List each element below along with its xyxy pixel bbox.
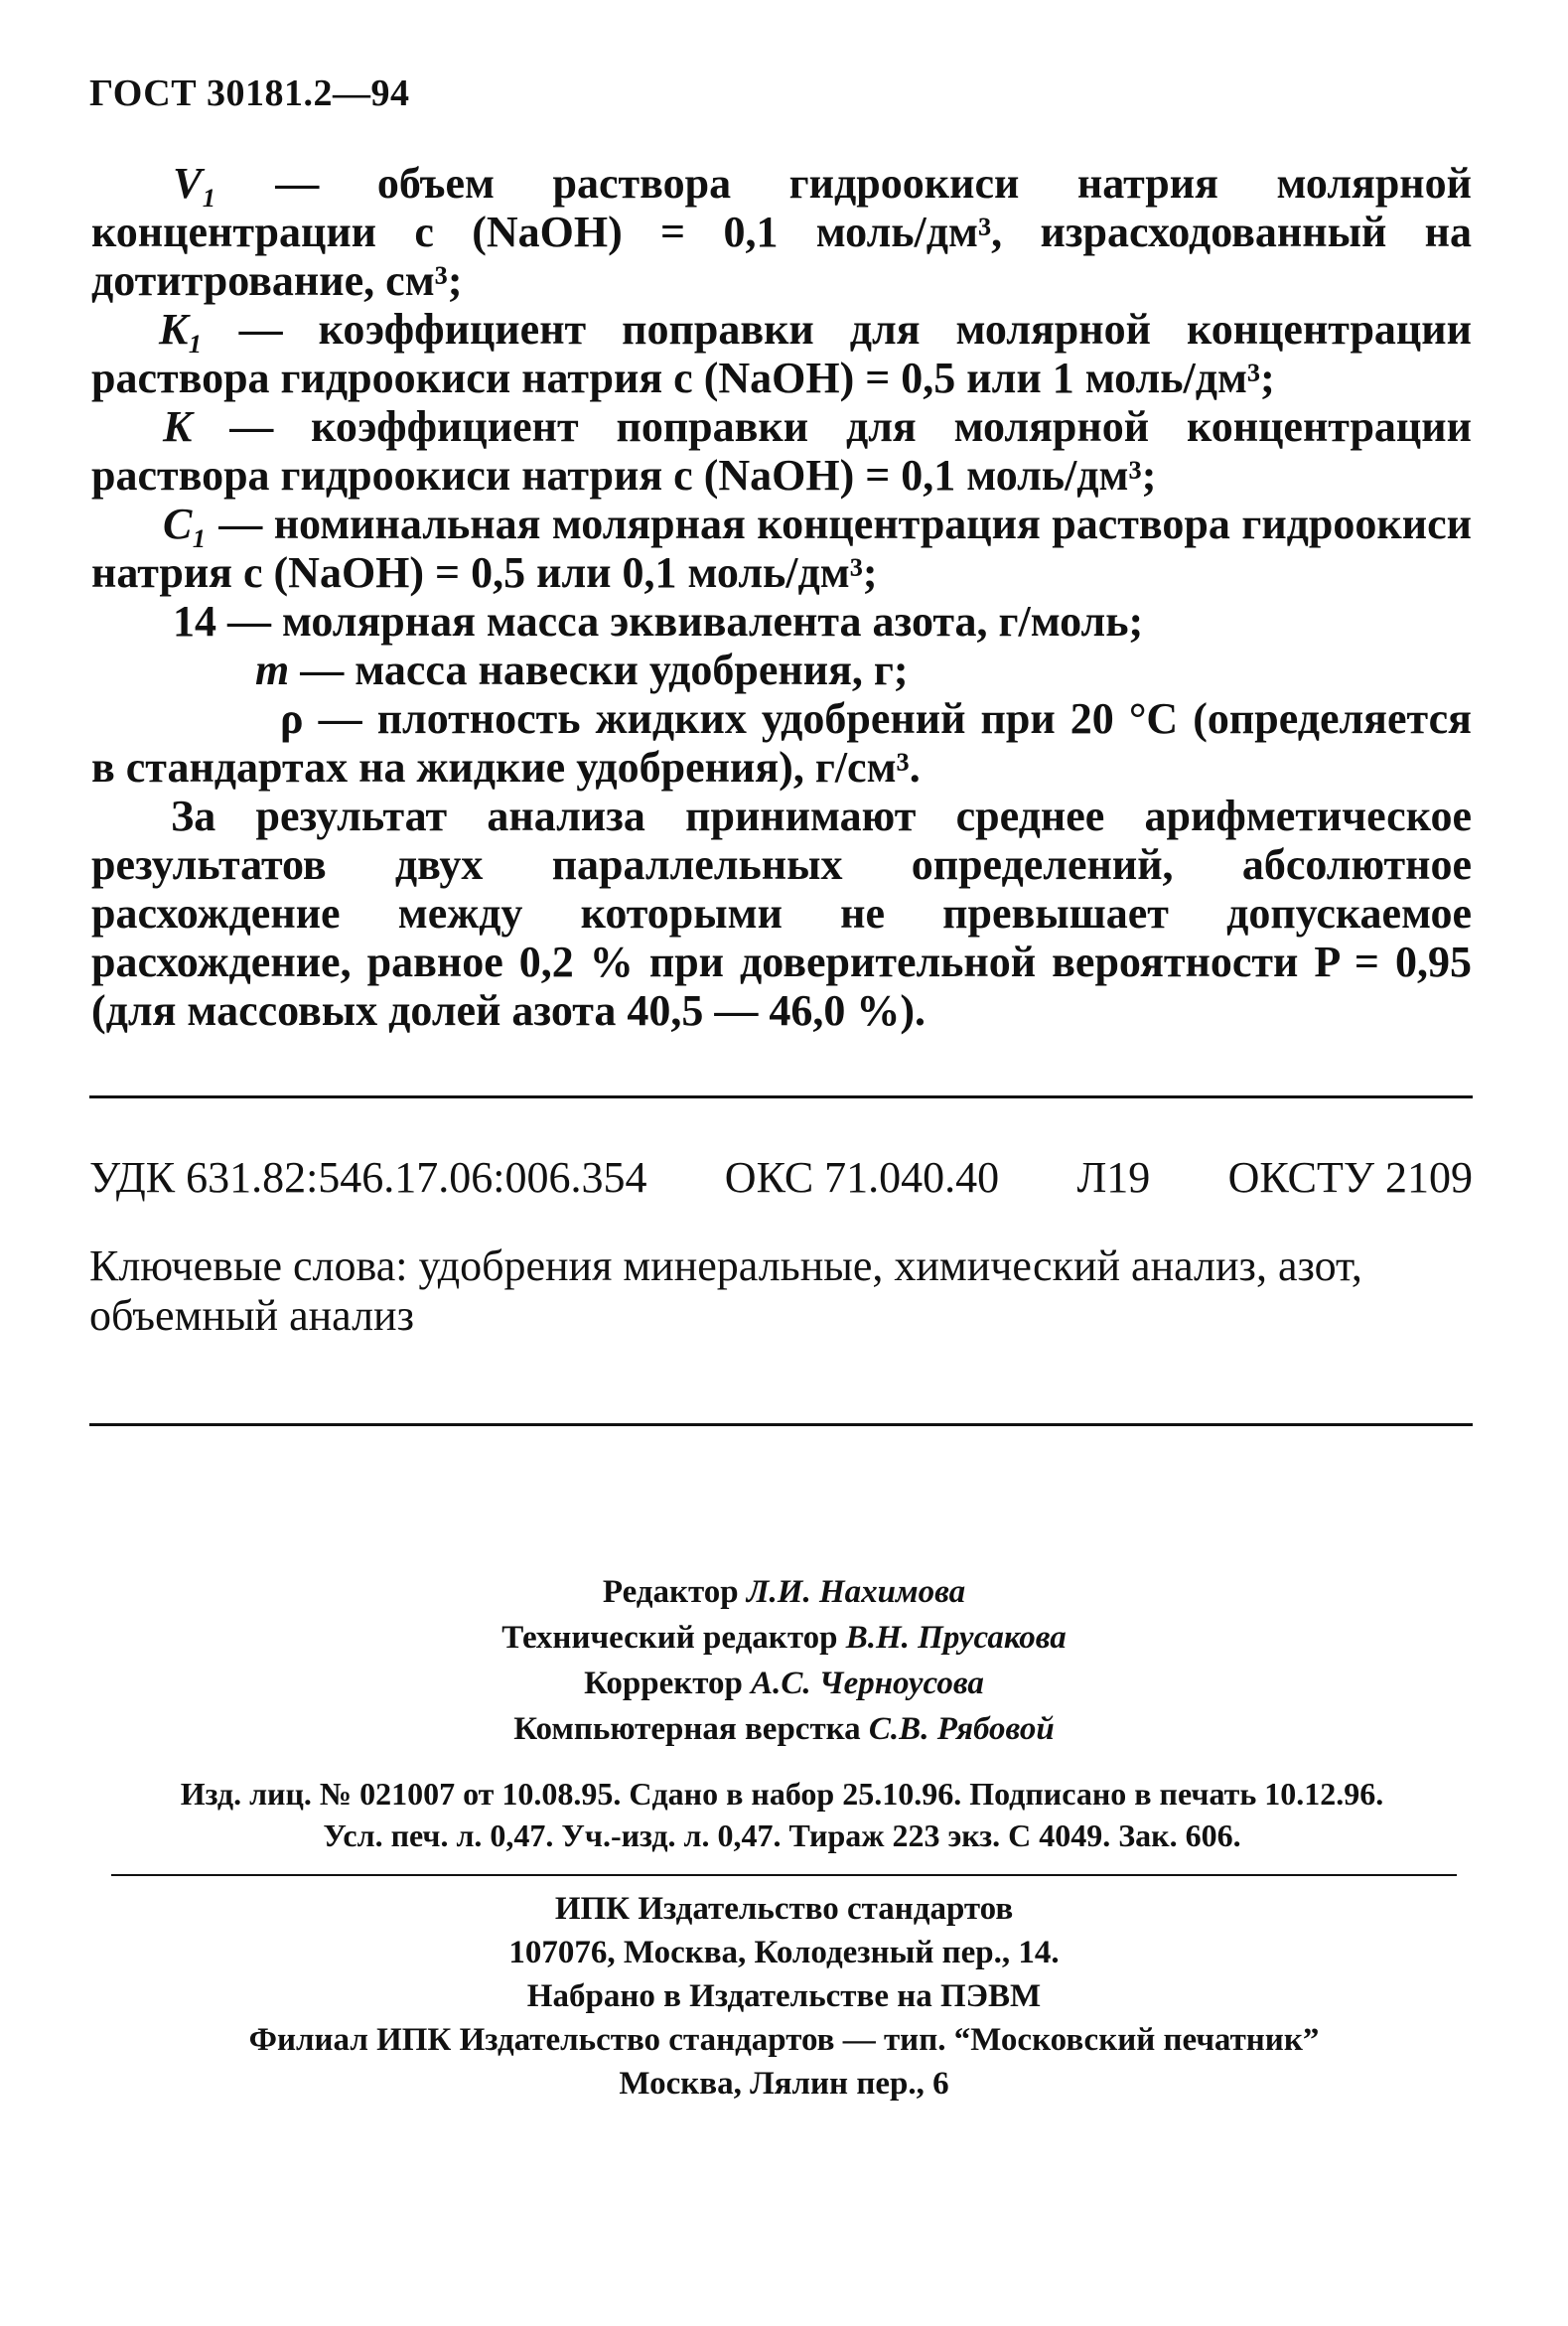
result-paragraph: За результат анализа принимают среднее арифметическое результатов двух параллельных определений, абсолютное расхождение между которыми не превышает допускаемое расхождение, равное 0,2 % при доверительной вероятности P = 0,95 (для массовых долей азота 40,5 — 46,0 %).: [91, 792, 1472, 1035]
publisher-line: Филиал ИПК Издательство стандартов — тип. “Московский печатник”: [248, 2022, 1320, 2058]
definition-symbol: K: [163, 402, 193, 451]
staff-line: [0, 1615, 1568, 1661]
publisher-block: [0, 1887, 1568, 2106]
definition-text: — объем раствора гидроокиси натрия молярной концентрации с (NaOH) = 0,1 моль/дм³, израсходованный на дотитрование, см³;: [91, 159, 1472, 305]
imprint-block: [89, 1773, 1475, 1856]
staff-role: Компьютерная верстка: [513, 1711, 861, 1747]
divider-top: [89, 1095, 1473, 1098]
definition-item: [91, 500, 1472, 597]
staff-line: [0, 1706, 1568, 1752]
staff-role: Корректор: [584, 1666, 743, 1701]
definition-item: [91, 159, 1472, 305]
publisher-line: ИПК Издательство стандартов: [554, 1891, 1014, 1927]
divider-middle: [89, 1423, 1473, 1426]
definition-item: [91, 402, 1472, 500]
definition-item: [91, 694, 1472, 792]
staff-name: Л.И. Нахимова: [746, 1574, 966, 1610]
publisher-line: 107076, Москва, Колодезный пер., 14.: [508, 1935, 1060, 1970]
l-code: Л19: [1076, 1153, 1151, 1202]
definition-text: — масса навески удобрения, г;: [289, 646, 909, 694]
definitions-block: [91, 159, 1472, 1035]
definition-text: — коэффициент поправки для молярной концентрации раствора гидроокиси натрия с (NaOH) = 0,1 моль/дм³;: [91, 402, 1472, 500]
definition-symbol: C₁: [163, 500, 208, 548]
definition-item: [91, 305, 1472, 402]
staff-name: А.С. Черноусова: [751, 1666, 984, 1701]
publisher-line: Набрано в Издательстве на ПЭВМ: [526, 1978, 1042, 2014]
definition-symbol: 14: [173, 597, 216, 646]
staff-line: [0, 1569, 1568, 1615]
definition-text: — молярная масса эквивалента азота, г/моль;: [216, 597, 1144, 646]
staff-line: [0, 1661, 1568, 1706]
divider-bottom: [111, 1874, 1457, 1876]
definition-symbol: V₁: [173, 159, 217, 208]
definition-item: [91, 646, 1472, 694]
oks-code: ОКС 71.040.40: [724, 1153, 1000, 1202]
definition-text: — коэффициент поправки для молярной концентрации раствора гидроокиси натрия с (NaOH) = 0,5 или 1 моль/дм³;: [91, 305, 1472, 402]
classification-line: [89, 1152, 1473, 1203]
imprint-line: Усл. печ. л. 0,47. Уч.-изд. л. 0,47. Тираж 223 экз. С 4049. Зак. 606.: [323, 1817, 1241, 1853]
definition-text: — плотность жидких удобрений при 20 °С (определяется в стандартах на жидкие удобрения), г/см³.: [91, 694, 1472, 792]
definition-symbol: ρ: [280, 694, 304, 743]
definition-item: [91, 597, 1472, 646]
staff-credits: [0, 1569, 1568, 1752]
document-code-header: ГОСТ 30181.2—94: [89, 73, 410, 114]
okstu-code: ОКСТУ 2109: [1227, 1153, 1473, 1202]
staff-name: С.В. Рябовой: [868, 1711, 1055, 1747]
staff-role: Редактор: [602, 1574, 739, 1610]
publisher-line: Москва, Лялин пер., 6: [619, 2066, 949, 2102]
udk-code: УДК 631.82:546.17.06:006.354: [89, 1153, 647, 1202]
definition-text: — номинальная молярная концентрация раствора гидроокиси натрия с (NaOH) = 0,5 или 0,1 моль/дм³;: [91, 500, 1472, 597]
definition-symbol: K₁: [159, 305, 204, 354]
staff-role: Технический редактор: [501, 1620, 838, 1656]
staff-name: В.Н. Прусакова: [845, 1620, 1067, 1656]
imprint-line: Изд. лиц. № 021007 от 10.08.95. Сдано в набор 25.10.96. Подписано в печать 10.12.96.: [180, 1776, 1384, 1812]
keywords: Ключевые слова: удобрения минеральные, химический анализ, азот, объемный анализ: [89, 1241, 1362, 1340]
definition-symbol: m: [255, 646, 290, 694]
